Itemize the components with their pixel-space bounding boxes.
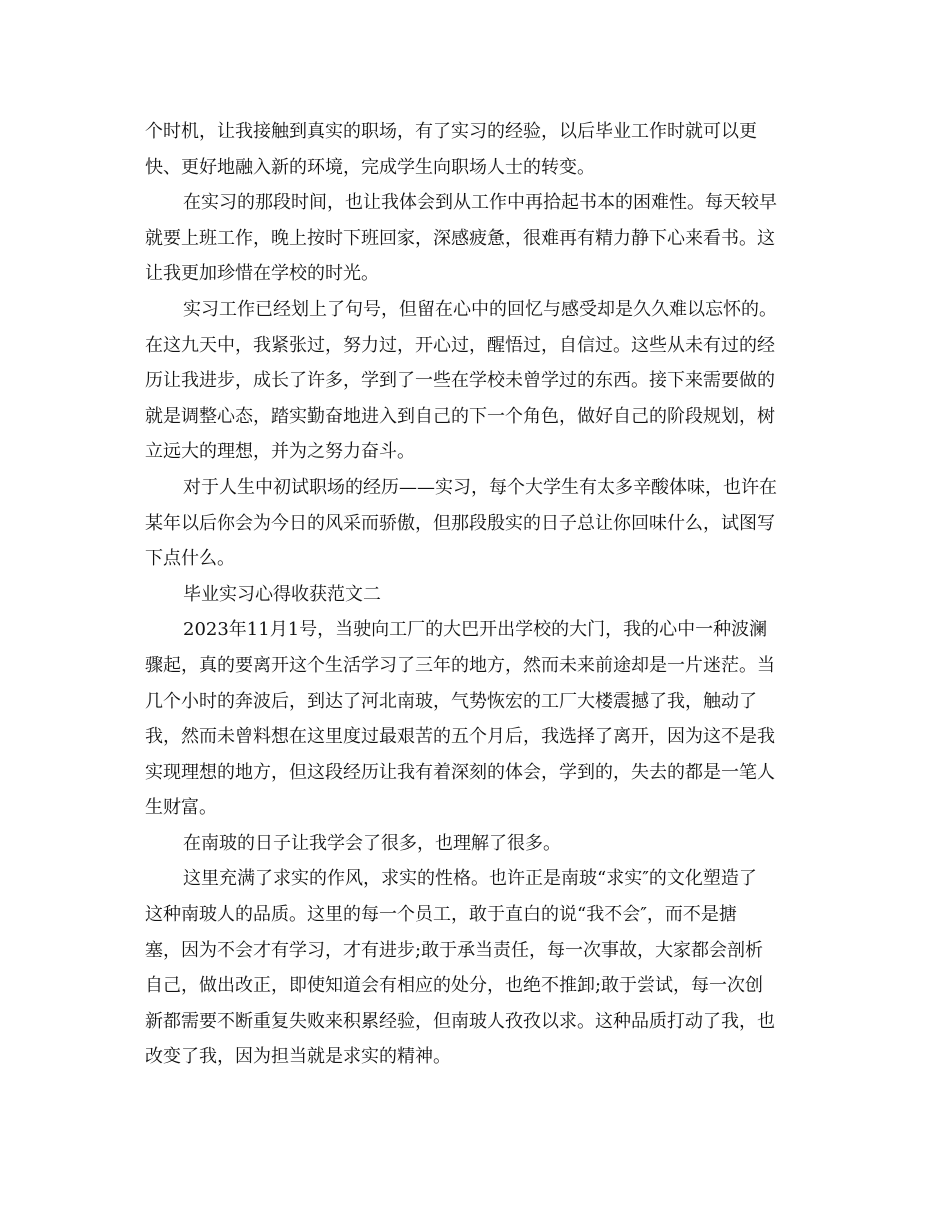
text-line: 这里充满了求实的作风，求实的性格。也许正是南玻“求实″的文化塑造了 xyxy=(183,868,757,890)
section-heading xyxy=(145,577,805,613)
text-line: 就是调整心态，踏实勤奋地进入到自己的下一个角色，做好自己的阶段规划，树 xyxy=(145,405,775,427)
text-line: 2023年11月1号，当驶向工厂的大巴开出学校的大门，我的心中一种波澜 xyxy=(183,619,768,641)
text-line: 实现理想的地方，但这段经历让我有着深刻的体会，学到的，失去的都是一笔人 xyxy=(145,761,775,783)
text-line: 立远大的理想，并为之努力奋斗。 xyxy=(145,441,415,463)
text-line: 下点什么。 xyxy=(145,548,235,570)
text-line: 让我更加珍惜在学校的时光。 xyxy=(145,263,379,285)
paragraph xyxy=(145,292,805,470)
paragraph xyxy=(145,826,805,862)
text-line: 生财富。 xyxy=(145,797,217,819)
text-line: 自己，做出改正，即使知道会有相应的处分，也绝不推卸;敢于尝试，每一次创 xyxy=(145,975,764,997)
document-body xyxy=(145,114,805,1075)
paragraph xyxy=(145,114,805,185)
paragraph xyxy=(145,185,805,292)
text-line: 某年以后你会为今日的风采而骄傲，但那段殷实的日子总让你回味什么，试图写 xyxy=(145,512,775,534)
text-line: 对于人生中初试职场的经历——实习，每个大学生有太多辛酸体味，也许在 xyxy=(183,476,777,498)
text-line: 改变了我，因为担当就是求实的精神。 xyxy=(145,1046,451,1068)
text-line: 在这九天中，我紧张过，努力过，开心过，醒悟过，自信过。这些从未有过的经 xyxy=(145,334,775,356)
text-line: 我，然而未曾料想在这里度过最艰苦的五个月后，我选择了离开，因为这不是我 xyxy=(145,726,775,748)
paragraph xyxy=(145,470,805,577)
text-line: 塞，因为不会才有学习，才有进步;敢于承当责任，每一次事故，大家都会剖析 xyxy=(145,939,764,961)
text-line: 实习工作已经划上了句号，但留在心中的回忆与感受却是久久难以忘怀的。 xyxy=(183,298,777,320)
text-line: 历让我进步，成长了许多，学到了一些在学校未曾学过的东西。接下来需要做的 xyxy=(145,370,775,392)
paragraph xyxy=(145,861,805,1075)
paragraph xyxy=(145,612,805,826)
text-line: 这种南玻人的品质。这里的每一个员工，敢于直白的说“我不会″，而不是搪 xyxy=(145,904,737,926)
text-line: 快、更好地融入新的环境，完成学生向职场人士的转变。 xyxy=(145,156,595,178)
text-line: 就要上班工作，晚上按时下班回家，深感疲惫，很难再有精力静下心来看书。这 xyxy=(145,227,775,249)
section-heading-text: 毕业实习心得收获范文二 xyxy=(183,583,381,605)
text-line: 在实习的那段时间，也让我体会到从工作中再拾起书本的困难性。每天较早 xyxy=(183,192,777,214)
text-line: 骤起，真的要离开这个生活学习了三年的地方，然而未来前途却是一片迷茫。当 xyxy=(145,654,775,676)
text-line: 个时机，让我接触到真实的职场，有了实习的经验，以后毕业工作时就可以更 xyxy=(145,121,757,142)
text-line: 几个小时的奔波后，到达了河北南玻，气势恢宏的工厂大楼震撼了我，触动了 xyxy=(145,690,757,712)
text-line: 新都需要不断重复失败来积累经验，但南玻人孜孜以求。这种品质打动了我，也 xyxy=(145,1010,775,1032)
text-line: 在南玻的日子让我学会了很多，也理解了很多。 xyxy=(183,832,561,854)
